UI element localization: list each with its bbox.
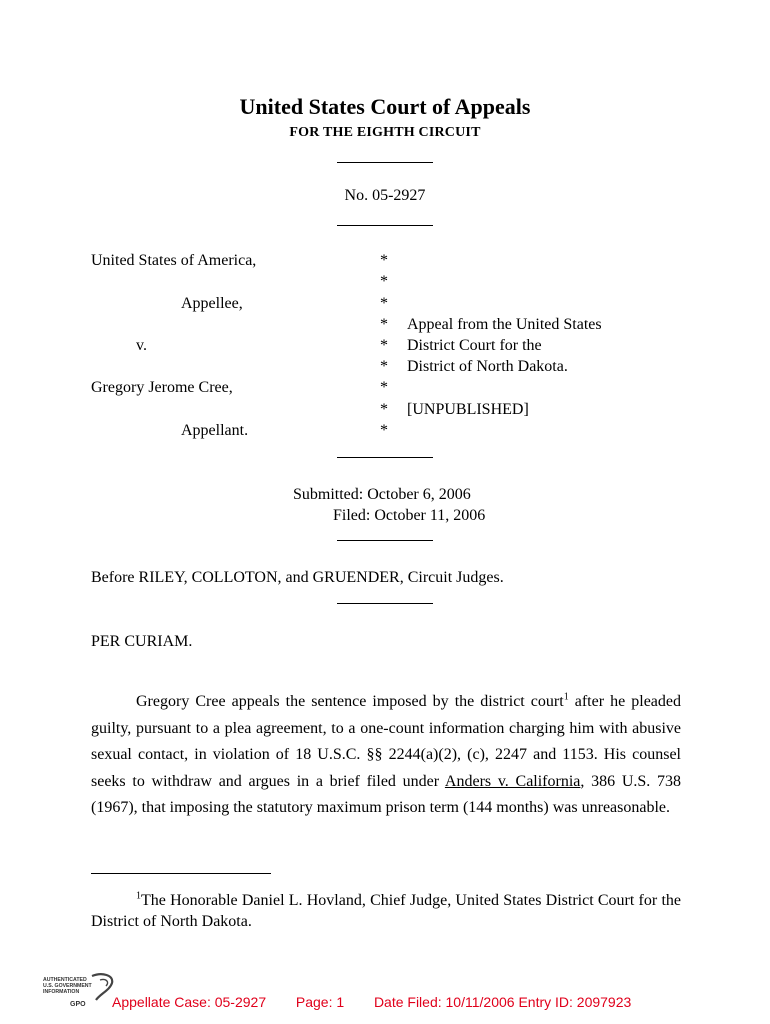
logo-mark: GPO [70,1001,86,1008]
caption-star: * [380,358,388,375]
caption-star: * [380,273,388,290]
footer-filed: Date Filed: 10/11/2006 Entry ID: 2097923 [373,994,632,1010]
court-title: United States Court of Appeals [239,94,531,119]
party-appellant-name: Gregory Jerome Cree, [91,379,233,396]
caption-star: * [380,379,388,396]
unpublished-label: [UNPUBLISHED] [407,401,529,418]
caption-star: * [380,316,388,333]
appeal-from-line2: District Court for the [407,337,542,354]
paragraph-text: after he pleaded guilty, pursuant to a plea agreement, to a one-count information charging him with abusive sexual contact, in violation of 18 U.S.C. §§ 2244(a)(2), (c), 2247 and 1153. His counsel seeks to withdraw and argues in a brief filed under [91,693,682,790]
divider [337,603,433,604]
per-curiam: PER CURIAM. [91,633,193,650]
footnote-marker: 1 [136,890,141,902]
case-number: No. 05-2927 [344,187,426,204]
footnote-rule [91,873,271,874]
appeal-from-line3: District of North Dakota. [407,358,568,375]
divider [337,162,433,163]
versus: v. [136,337,147,354]
logo-text: INFORMATION [43,989,80,995]
paragraph-text: Gregory Cree appeals the sentence imposed by the district court [136,693,564,710]
footnote-text: The Honorable Daniel L. Hovland, Chief Judge, United States District Court for the District of North Dakota. [91,892,681,930]
role-appellee: Appellee, [181,295,243,312]
filing-stamp [112,994,631,1010]
caption-star: * [380,295,388,312]
caption-star: * [380,337,388,354]
paragraph-text: , 386 U.S. 738 (1967), that imposing the statutory maximum prison term (144 months) was unreasonable. [91,772,681,816]
party-appellee-name: United States of America, [91,252,257,269]
caption-star: * [380,422,388,439]
caption-star: * [380,252,388,269]
submitted-date: Submitted: October 6, 2006 [293,486,471,503]
caption-star: * [380,401,388,418]
logo-text: U.S. GOVERNMENT [43,983,92,989]
footer-case: Appellate Case: 05-2927 [112,994,267,1010]
eagle-icon [92,974,112,1000]
divider [337,457,433,458]
eagle-icon [100,979,108,986]
opinion-paragraph [91,689,681,822]
footnote-reference: 1 [563,691,569,703]
circuit-name: FOR THE EIGHTH CIRCUIT [289,125,481,140]
appeal-from-line1: Appeal from the United States [407,316,602,333]
filed-date: Filed: October 11, 2006 [333,507,486,524]
case-citation: Anders v. California [444,772,581,790]
role-appellant: Appellant. [181,422,249,439]
divider [337,540,433,541]
footnote [91,890,681,932]
panel-judges: Before RILEY, COLLOTON, and GRUENDER, Circuit Judges. [91,569,504,586]
footer-page: Page: 1 [295,994,345,1010]
divider [337,225,433,226]
logo-text: AUTHENTICATED [43,977,87,983]
